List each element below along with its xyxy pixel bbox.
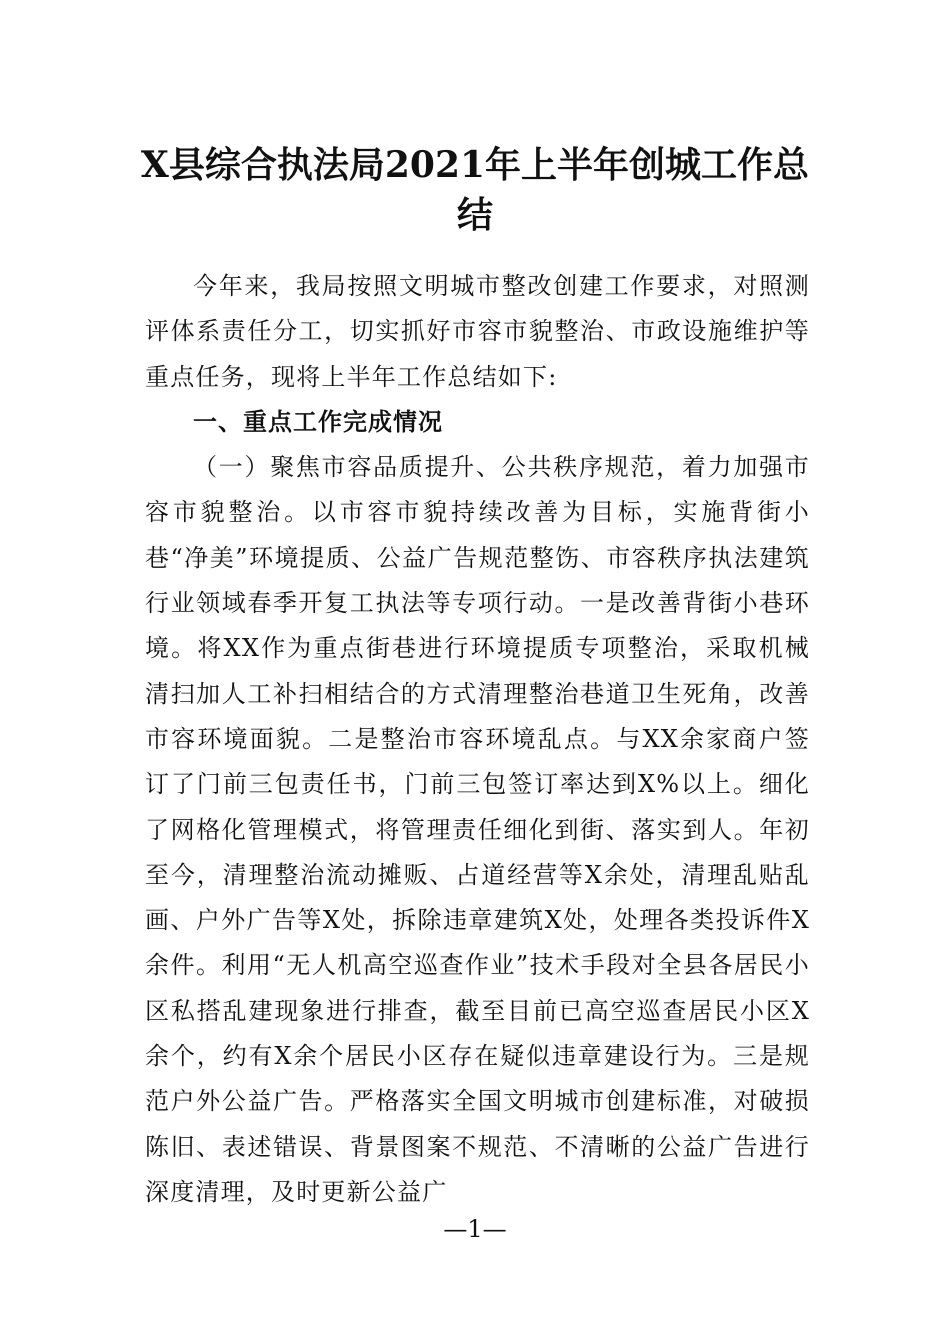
body-paragraph: （一）聚焦市容品质提升、公共秩序规范，着力加强市容市貌整治。以市容市貌持续改善为目标，实施背街小巷“净美”环境提质、公益广告规范整饬、市容秩序执法建筑行业领域春季开复工执法等专项行动。一是改善背街小巷环境。将XX作为重点街巷进行环境提质专项整治，采取机械清扫加人工补扫相结合的方式清理整治巷道卫生死角，改善市容环境面貌。二是整治市容环境乱点。与XX余家商户签订了门前三包责任书，门前三包签订率达到X%以上。细化了网格化管理模式，将管理责任细化到街、落实到人。年初至今，清理整治流动摊贩、占道经营等X余处，清理乱贴乱画、户外广告等X处，拆除违章建筑X处，处理各类投诉件X余件。利用“无人机高空巡查作业”技术手段对全县各居民小区私搭乱建现象进行排查，截至目前已高空巡查居民小区X余个，约有X余个居民小区存在疑似违章建设行为。三是规范户外公益广告。严格落实全国文明城市创建标准，对破损陈旧、表述错误、背景图案不规范、不清晰的公益广告进行深度清理，及时更新公益广 [145, 453, 810, 1206]
intro-paragraph: 今年来，我局按照文明城市整改创建工作要求，对照测评体系责任分工，切实抓好市容市貌整治、市政设施维护等重点任务，现将上半年工作总结如下: [145, 272, 810, 391]
section-heading: 一、重点工作完成情况 [193, 407, 443, 436]
page-number: —1— [443, 1215, 507, 1243]
document-title: X县综合执法局2021年上半年创城工作总结 [140, 144, 810, 236]
document-body [145, 264, 810, 1215]
